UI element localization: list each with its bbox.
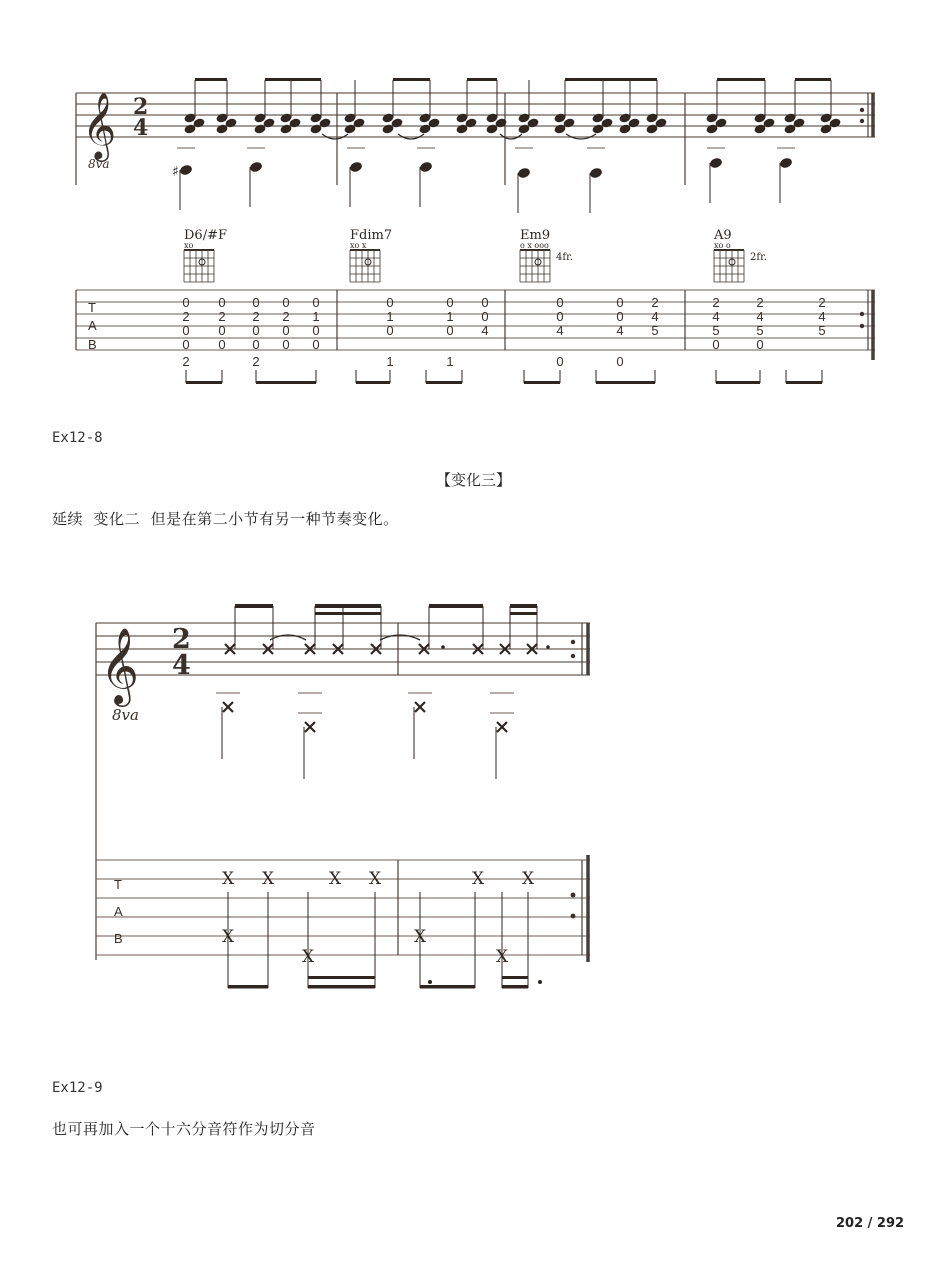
- tab-fret-number: 4: [818, 309, 826, 324]
- tab-fret-number: 0: [312, 295, 320, 310]
- tab-fret-number: 2: [252, 354, 260, 369]
- tab-beam: [596, 381, 655, 384]
- tab-fret-number: 1: [446, 309, 454, 324]
- tab-muted-mark: X: [221, 927, 235, 947]
- tab-column: [712, 295, 719, 352]
- bass-note: [177, 148, 195, 210]
- octave-marking: 8va: [88, 157, 110, 171]
- tab-fret-number: 2: [712, 295, 720, 310]
- tab-fret-number: 5: [756, 323, 764, 338]
- tab-fret-number: 4: [756, 309, 764, 324]
- tab-column: [252, 295, 259, 369]
- tab-beam: [524, 381, 560, 384]
- treble-clef-icon: 𝄞: [82, 91, 117, 159]
- tab-fret-number: 4: [651, 309, 659, 324]
- chord-diagrams: [184, 228, 767, 282]
- tab-fret-number: 0: [252, 337, 260, 352]
- tab-column: [651, 295, 658, 338]
- tab-fret-number: 5: [651, 323, 659, 338]
- sharp-sign: ♯: [172, 164, 179, 180]
- tab-fret-number: 0: [616, 354, 624, 369]
- tab-fret-number: 1: [386, 354, 394, 369]
- chord-name: D6/#F: [184, 228, 227, 243]
- tab-beam: [420, 985, 475, 989]
- tab-column: [481, 295, 488, 338]
- tab-fret-number: 0: [252, 295, 260, 310]
- chord-name: Fdim7: [350, 228, 393, 243]
- tab-fret-number: 0: [312, 337, 320, 352]
- tab-fret-number: 1: [446, 354, 454, 369]
- tab-beam: [786, 381, 822, 384]
- staff-barlines: [76, 93, 873, 185]
- time-signature-bottom: 4: [172, 650, 191, 681]
- tab-fret-number: 0: [386, 323, 394, 338]
- tab-muted-mark: X: [413, 927, 427, 947]
- tab-fret-number: 4: [556, 323, 564, 338]
- tab-fret-number: 0: [556, 309, 564, 324]
- bass-note: [777, 148, 795, 203]
- tab-fret-number: 2: [756, 295, 764, 310]
- tab-fret-number: 0: [312, 323, 320, 338]
- bass-voice-notes: [172, 148, 795, 213]
- tab-fret-number: 2: [218, 309, 226, 324]
- tab-fret-number: 0: [616, 295, 624, 310]
- tab-fret-number: 1: [312, 309, 320, 324]
- chord-fret-label: 2fr.: [750, 252, 767, 263]
- tab-beam: [502, 985, 528, 989]
- tab-muted-mark: X: [301, 947, 315, 967]
- tab-beam: [716, 381, 760, 384]
- tab-letter-t: T: [114, 877, 122, 892]
- example-caption-ex12-8: Ex12-8: [52, 430, 103, 446]
- tab-letter-a: A: [88, 318, 97, 333]
- tab-fret-number: 0: [218, 323, 226, 338]
- tab-muted-mark: X: [471, 869, 485, 889]
- tab-fret-number: 0: [386, 295, 394, 310]
- tab-fret-number: 0: [218, 337, 226, 352]
- tab-fret-number: 4: [481, 323, 489, 338]
- tab-fret-number: 5: [818, 323, 826, 338]
- tab-fret-number: 2: [651, 295, 659, 310]
- tab-fret-number: 0: [481, 309, 489, 324]
- tab-fret-number: 0: [556, 295, 564, 310]
- tab-letter-a: A: [114, 904, 123, 919]
- bass-note: [587, 148, 605, 213]
- tab-fret-number: 0: [282, 323, 290, 338]
- upper-voice-notes: [183, 78, 841, 139]
- note-text: 也可再加入一个十六分音符作为切分音: [52, 1120, 316, 1138]
- chord-string-marks: xo o: [714, 241, 731, 250]
- tab-column: [312, 295, 319, 352]
- tab-column: [386, 295, 393, 369]
- tab-column: [556, 295, 563, 369]
- chord-fret-label: 4fr.: [556, 252, 573, 263]
- tab-fret-number: 0: [252, 323, 260, 338]
- muted-note-x: [415, 702, 425, 712]
- bass-note: [347, 148, 365, 207]
- chord-string-marks: xo: [184, 241, 194, 250]
- muted-note-x: [223, 702, 233, 712]
- tab-beam: [356, 381, 390, 384]
- octave-marking: 8va: [112, 706, 139, 724]
- tab-letter-t: T: [88, 300, 96, 315]
- chord-diagram: [350, 228, 392, 282]
- tab-fret-number: 0: [756, 337, 764, 352]
- tab-column: [818, 295, 825, 338]
- tab-fret-number: 2: [182, 354, 190, 369]
- tab-fret-number: 0: [446, 323, 454, 338]
- tab-fret-number: 1: [386, 309, 394, 324]
- tab-letter-b: B: [88, 337, 97, 352]
- tab-fret-number: 2: [252, 309, 260, 324]
- time-signature-top: 2: [172, 624, 191, 655]
- tab-staff-2: [96, 860, 590, 955]
- bass-note: [515, 148, 533, 213]
- tab-muted-mark: X: [495, 947, 509, 967]
- tab-letter-b: B: [114, 931, 123, 946]
- tab-beam: [308, 985, 375, 989]
- chord-diagram: [520, 228, 573, 282]
- tab-muted-mark: X: [261, 869, 275, 889]
- tab-fret-number: 0: [481, 295, 489, 310]
- tab-fret-number: 0: [282, 295, 290, 310]
- tab-beam: [426, 381, 462, 384]
- muted-note-x: [497, 722, 507, 732]
- section-heading: 【变化三】: [436, 471, 512, 489]
- tab-muted-mark: X: [368, 869, 382, 889]
- tab-fret-number: 4: [712, 309, 720, 324]
- time-signature-top: 2: [133, 94, 149, 120]
- chord-diagram: [713, 228, 767, 282]
- tab-column: [218, 295, 225, 352]
- tab-rhythm-beams: [186, 370, 822, 384]
- tab-beam: [256, 381, 316, 384]
- chord-string-marks: xo x: [350, 241, 367, 250]
- tab-muted-marks: [222, 869, 542, 989]
- chord-diagram: [184, 228, 227, 282]
- tab-fret-number: 0: [712, 337, 720, 352]
- score-ex12-9: [0, 590, 620, 1020]
- chord-name: A9: [714, 228, 732, 243]
- tab-fret-number: 0: [556, 354, 564, 369]
- tab-fret-number: 0: [182, 337, 190, 352]
- bass-note: [707, 148, 725, 203]
- muted-note-x: [305, 722, 315, 732]
- page-number: 202 / 292: [836, 1216, 905, 1231]
- muted-notes: [216, 604, 550, 779]
- tab-column: [616, 295, 623, 369]
- tab-fret-number: 0: [182, 295, 190, 310]
- tab-fret-number: 2: [818, 295, 826, 310]
- tab-numbers: [182, 295, 825, 369]
- tab-fret-number: 5: [712, 323, 720, 338]
- bass-note: [247, 148, 265, 207]
- time-signature-bottom: 4: [133, 115, 149, 141]
- tab-muted-mark: X: [221, 869, 235, 889]
- tab-column: [182, 295, 189, 369]
- tab-fret-number: 0: [616, 309, 624, 324]
- tab-staff-1: [76, 290, 875, 350]
- tab-muted-mark: X: [521, 869, 535, 889]
- chord-name: Em9: [520, 228, 551, 243]
- tab-column: [756, 295, 763, 352]
- tab-fret-number: 0: [182, 323, 190, 338]
- tab-beam: [228, 985, 268, 989]
- tab-muted-mark: X: [328, 869, 342, 889]
- bass-note: [417, 148, 435, 207]
- tab-fret-number: 0: [446, 295, 454, 310]
- tab-column: [446, 295, 453, 369]
- tab-column: [282, 295, 289, 352]
- tab-fret-number: 4: [616, 323, 624, 338]
- section-description: 延续 变化二 但是在第二小节有另一种节奏变化。: [52, 510, 399, 528]
- tab-fret-number: 2: [182, 309, 190, 324]
- tab-fret-number: 2: [282, 309, 290, 324]
- tab-fret-number: 0: [218, 295, 226, 310]
- tab-fret-number: 0: [282, 337, 290, 352]
- tab-beam: [186, 381, 222, 384]
- score-ex12-8: [0, 0, 930, 410]
- chord-string-marks: o x ooo: [520, 241, 549, 250]
- treble-clef-icon: 𝄞: [100, 627, 140, 704]
- example-caption-ex12-9: Ex12-9: [52, 1080, 103, 1096]
